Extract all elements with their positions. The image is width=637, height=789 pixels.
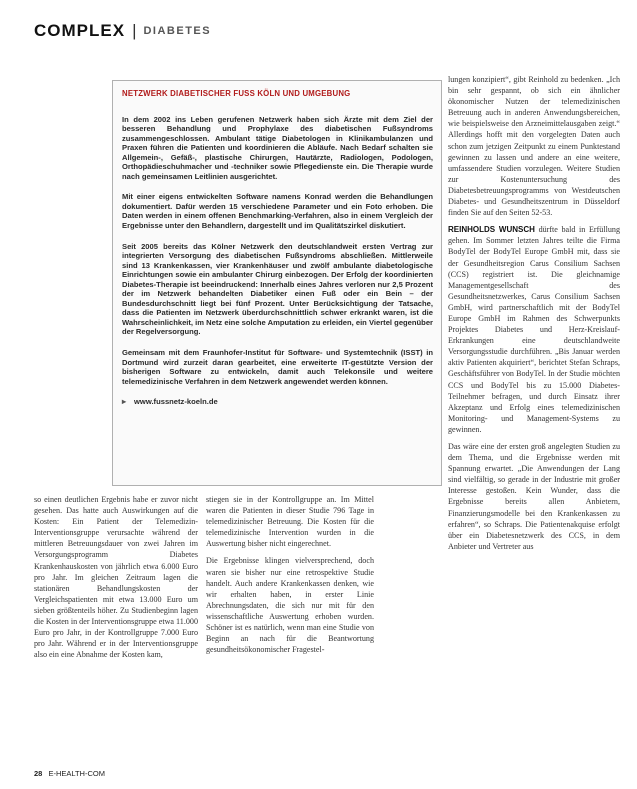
article-paragraph: Das wäre eine der ersten groß angelegten Studien zu dem Thema, und die Ergebnisse werden mit Spannung erwartet. „Die Anwendungen der Lang sind vielfältig, so gerade in der Industrie mit großer Interesse gestoßen. Kein Wunder, dass die Ergebnisse bereits allen Anbietern, Finanzierungsmodelle bei den Krankenkassen zu erfahren“, so Schraps. Die Patientenakquise erfolgt über ein Diabetesnetzwerk des CCS, in dem Anbieter und Vertreter aus (448, 442, 620, 551)
article-paragraph: lungen konzipiert“, gibt Reinhold zu bedenken. „Ich bin sehr gespannt, ob sich ein ähnlicher ökonomischer Nutzen der telemedizinischen Betreuung auch in anderen Anwendungsbereichen, wie beispielsweise den Arzneimittelausgaben zeigt.“ Allerdings hofft mit den vorgelegten Daten auch schon zum jetzigen Zeitpunkt zu einem Punktestand gewinnen zu lassen und andere an eine weitere, umfassendere Studien vorzulegen. Weitere Studien zur Kostenuntersuchung des Diabetesbetreuungsprogramms von Westdeutschen Diabetes- und Gesundheitszentrum in Düsseldorf finden Sie auf den Seiten 52-53. (448, 75, 620, 218)
article-paragraph: so einen deutlichen Ergebnis habe er zuvor nicht gesehen. Das hatte auch Auswirkungen auf die Kosten: Ein Patient der Telemedizin-Interventionsgruppe verursachte während der mittleren Betreuungsdauer von zwei Jahren im Versorgungsprogramm Diabetes Krankenhauskosten von jährlich etwa 6.000 Euro pro Jahr. Im gleichen Zeitraum lagen die stationären Behandlungskosten der Vergleichspatienten mit etwa 13.000 Euro um sieben größtenteils höher. Zu Studienbeginn lagen die Kosten in der Interventionsgruppe etwa 11.000 Euro pro Jahr, in der Kontrollgruppe 7.000 Euro pro Jahr. Während er in der Interventionsgruppe also ein eine Abnahme der Kosten kam, (34, 495, 198, 660)
info-box-paragraph: Gemeinsam mit dem Fraunhofer-Institut für Software- und Systemtechnik (ISST) in Dortmund wird zurzeit daran gearbeitet, eine erweiterte IT-gestützte Version der bisherigen Software zu entwickeln, damit auch Telekonsile und weitere telemedizinische Verfahren in dem Netzwerk angewendet werden können. (122, 348, 433, 386)
page-header (34, 20, 211, 42)
publication-name: E-HEALTH-COM (48, 769, 105, 778)
article-column-middle (206, 494, 374, 766)
article-column-left (34, 494, 198, 766)
page-footer (34, 769, 105, 778)
header-section: DIABETES (143, 25, 212, 37)
info-box-link-row (122, 397, 433, 407)
info-box (112, 80, 442, 486)
section-lead-in: REINHOLDS WUNSCH (448, 225, 535, 235)
info-box-title: NETZWERK DIABETISCHER FUSS KÖLN UND UMGEBUNG (122, 89, 351, 98)
info-box-paragraph: Seit 2005 bereits das Kölner Netzwerk den deutschlandweit ersten Vertrag zur integrierten Versorgung des diabetischen Fußsyndroms abschließen. Mittlerweile sind 13 Krankenkassen, vier Krankenhäuser und zwölf ambulante diabetologische Einrichtungen sowie ein ambulanter Chirurg einbezogen. Der Erfolg der koordinierten Diabetes-Therapie ist beeindruckend: Innerhalb eines Jahres verloren nur 2,5 Prozent der im Netzwerk behandelten Diabetiker einen Fuß oder ein Bein – der Bundesdurchschnitt liegt bei fünf Prozent. Unter Berücksichtigung der Tatsache, dass die Patienten im Netzwerk überdurchschnittlich schwer erkrankt waren, ist die Wahrscheinlichkeit, im Netz eine solche Amputation zu erleiden, ein Viertel gegenüber der Regelversorgung. (122, 241, 433, 337)
website-link[interactable]: www.fussnetz-koeln.de (134, 397, 218, 407)
info-box-paragraph: In dem 2002 ins Leben gerufenen Netzwerk haben sich Ärzte mit dem Ziel der besseren Behandlung und Prophylaxe des diabetischen Fußsyndroms zusammengeschlossen. Ambulant tätige Diabetologen in Klinikambulanzen und Praxen führen die Patienten und koordinieren die Abläufe. Nach Bedarf schalten sie Allgemein-, Gefäß-, plastische Chirurgen, Hautärzte, Radiologen, Podologen, Orthopädieschuhmacher und -techniker sowie Pflegedienste ein. Die Therapie wurde nach gemeinsamen Leitlinien ausgerichtet. (122, 114, 433, 181)
article-paragraph: stiegen sie in der Kontrollgruppe an. Im Mittel waren die Patienten in dieser Studie 796 Tage in telemedizinischer Betreuung. Die Kosten für die telemedizinische Intervention wurden in die Auswertung bisher nicht eingerechnet. (206, 495, 374, 549)
article-column-right (448, 74, 620, 774)
page-number: 28 (34, 769, 43, 778)
article-paragraph: Die Ergebnisse klingen vielversprechend, doch waren sie bisher nur eine retrospektive Studie handelt. Auch andere Krankenkassen denken, wie wir erhalten haben, in erster Linie Abrechnungsdaten, die sich nur mit für den wissenschaftliche Auswertung erhoben wurden. Schöner ist es natürlich, wenn man eine Studie von Beginn an nach für die Beantwortung gesundheitsökonomischer Fragestel- (206, 556, 374, 655)
arrow-right-icon: ▸ (122, 397, 127, 407)
article-paragraph (448, 224, 620, 435)
header-title: COMPLEX (34, 21, 126, 40)
article-text: dürfte bald in Erfüllung gehen. Im Sommer letzten Jahres teilte die Firma BodyTel der BodyTel Europe GmbH mit, dass sie der Gesundheitsregion Carus Consilium Sachsen (CCS) registriert ist. Die gleichnamige Managementgesellschaft des Gesundheitsnetzwerkes, Carus Consilium Sachsen GmbH, wird partnerschaftlich mit der BodyTel Europe GmbH im Rahmen des Schwerpunkts Projektes Diabetes und Herz-Kreislauf-Erkrankungen eine deutschlandweite Versorgungsstudie durchführen. „Bis Januar werden aktiv Patienten akquiriert“, berichtet Stefan Schraps, Geschäftsführer von BodyTel. In der Studie möchten CCS und BodyTel bis zu 15.000 Diabetes-Teilnehmer befragen, und durch Einsatz ihrer Akzeptanz und Erfolg eines telemedizinischen Monitoring- und Management-Systems zu gewinnen. (448, 225, 620, 434)
header-separator: | (132, 21, 137, 40)
info-box-paragraph: Mit einer eigens entwickelten Software namens Konrad werden die Behandlungen dokumentiert. Dafür werden 15 verschiedene Parameter und ein Foto erhoben. Die Daten werden in einem offenen Benchmarking-Verfahren, also in einem Vergleich der Ergebnisse unter den Behandlern, dargestellt und im Qualitätszirkel diskutiert. (122, 192, 433, 231)
